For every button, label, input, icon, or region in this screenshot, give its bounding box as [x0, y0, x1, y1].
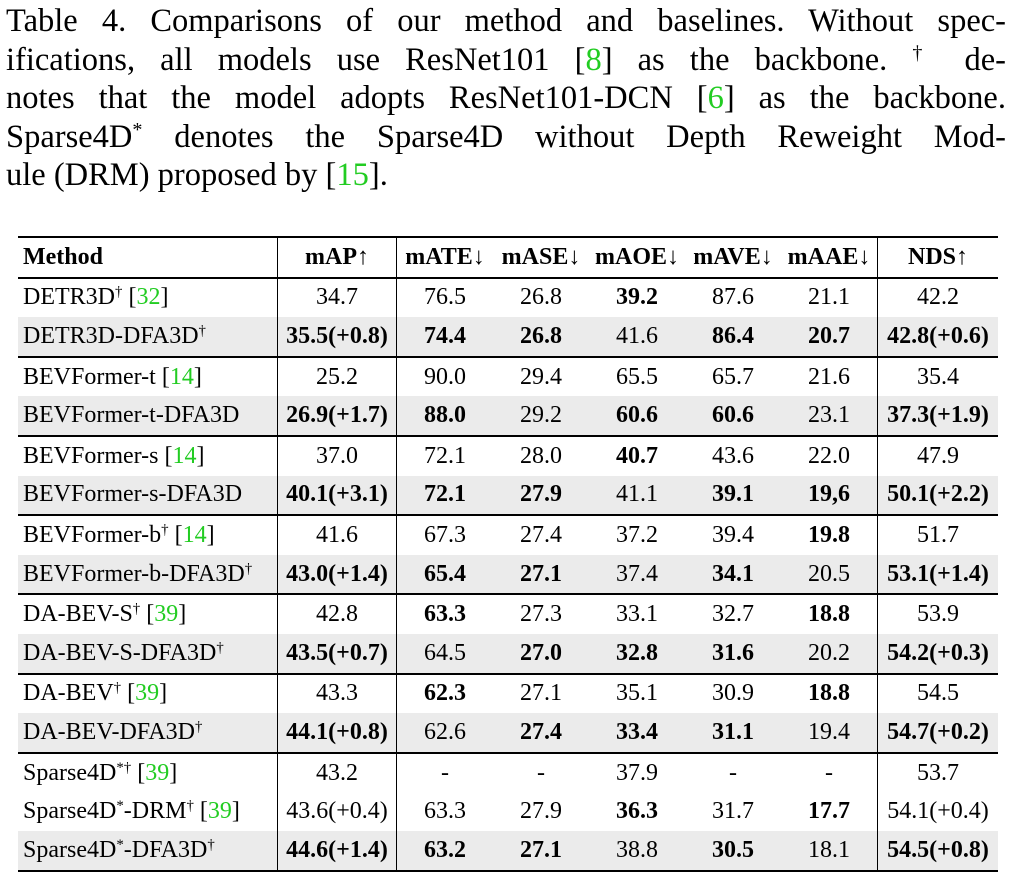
maae-cell: 19.8: [781, 515, 878, 555]
maae-cell: 18.8: [781, 674, 878, 714]
comparison-table: [18, 236, 998, 872]
nds-cell: 42.8(+0.6): [878, 317, 999, 357]
mave-cell: 43.6: [685, 436, 781, 476]
maae-cell: 17.7: [781, 792, 878, 831]
table-row: [18, 792, 998, 831]
table-row: [18, 753, 998, 793]
maae-cell: 23.1: [781, 396, 878, 436]
method-name-cell: Sparse4D*-DRM† [39]: [18, 792, 278, 831]
maae-cell: 18.8: [781, 594, 878, 634]
maae-cell: -: [781, 753, 878, 793]
mave-cell: 65.7: [685, 357, 781, 397]
maoe-cell: 65.5: [589, 357, 685, 397]
mave-cell: 39.1: [685, 476, 781, 516]
maae-cell: 19.4: [781, 713, 878, 753]
nds-cell: 37.3(+1.9): [878, 396, 999, 436]
mase-cell: 27.9: [520, 798, 562, 825]
maoe-cell: 38.8: [589, 831, 685, 871]
maoe-cell: 37.4: [589, 555, 685, 595]
mate-cell: 63.3: [424, 798, 466, 825]
citation-link[interactable]: 39: [145, 759, 170, 786]
maae-cell: 20.7: [781, 317, 878, 357]
citation-link[interactable]: 39: [154, 601, 179, 628]
mase-cell: 28.0: [493, 436, 589, 476]
map-cell: 25.2: [278, 357, 397, 397]
mase-cell: 27.1: [493, 674, 589, 714]
nds-cell: 51.7: [878, 515, 999, 555]
header-mate: mATE↓: [397, 237, 494, 278]
table-row: [18, 594, 998, 634]
maoe-cell: 41.1: [589, 476, 685, 516]
map-cell: 43.2: [278, 753, 397, 793]
mate-cell: 67.3: [397, 515, 494, 555]
nds-cell: 54.7(+0.2): [878, 713, 999, 753]
nds-cell: 50.1(+2.2): [878, 476, 999, 516]
caption-line-3: notes that the model adopts ResNet101-DCN [6] as the backbone.: [6, 80, 1006, 116]
mate-cell: 72.1: [397, 436, 494, 476]
map-cell: 43.3: [278, 674, 397, 714]
nds-cell: 42.2: [878, 278, 999, 318]
method-name-cell: BEVFormer-b† [14]: [18, 515, 278, 555]
header-maoe: mAOE↓: [589, 237, 685, 278]
maoe-cell: 35.1: [589, 674, 685, 714]
mave-cell: 31.6: [685, 634, 781, 674]
mate-cell: 72.1: [397, 476, 494, 516]
citation-link[interactable]: 6: [707, 80, 724, 116]
table-row: [18, 317, 998, 357]
maoe-cell: 37.2: [589, 515, 685, 555]
mate-cell: 64.5: [397, 634, 494, 674]
maae-cell: 22.0: [781, 436, 878, 476]
table-body: [18, 278, 998, 871]
mate-cell: -: [397, 753, 494, 793]
caption-line-2: ifications, all models use ResNet101 [8] as the backbone. † de-: [6, 41, 1006, 78]
header-mave: mAVE↓: [685, 237, 781, 278]
method-name-cell: Sparse4D*† [39]: [18, 753, 278, 793]
maoe-cell: 37.9: [589, 753, 685, 793]
header-nds: NDS↑: [878, 237, 999, 278]
table-row: [18, 713, 998, 753]
method-name-cell: BEVFormer-b-DFA3D†: [18, 555, 278, 595]
maoe-cell: 33.4: [589, 713, 685, 753]
mave-cell: 30.5: [685, 831, 781, 871]
table-row: [18, 515, 998, 555]
method-name-cell: Sparse4D*-DFA3D†: [18, 831, 278, 871]
table-row: [18, 436, 998, 476]
table-row: [18, 674, 998, 714]
citation-link[interactable]: 32: [136, 284, 161, 311]
mate-cell: 62.3: [397, 674, 494, 714]
method-name-cell: DA-BEV† [39]: [18, 674, 278, 714]
mase-cell: 27.4: [493, 515, 589, 555]
caption-line-5: ule (DRM) proposed by [15].: [6, 157, 388, 193]
method-name-cell: DA-BEV-S† [39]: [18, 594, 278, 634]
maae-cell: 19,6: [781, 476, 878, 516]
nds-cell: 53.9: [878, 594, 999, 634]
mate-cell: 76.5: [397, 278, 494, 318]
mave-cell: 32.7: [685, 594, 781, 634]
citation-link[interactable]: 8: [585, 41, 602, 78]
nds-cell: 54.5: [878, 674, 999, 714]
citation-link[interactable]: 14: [172, 442, 197, 469]
method-name-cell: DETR3D-DFA3D†: [18, 317, 278, 357]
citation-link[interactable]: 15: [336, 157, 369, 193]
mase-cell: 27.9: [493, 476, 589, 516]
mate-cell: 90.0: [397, 357, 494, 397]
map-cell: 44.1(+0.8): [278, 713, 397, 753]
mase-cell: 27.3: [493, 594, 589, 634]
mate-cell: 65.4: [397, 555, 494, 595]
map-cell: 40.1(+3.1): [278, 476, 397, 516]
citation-link[interactable]: 14: [169, 363, 194, 390]
mave-cell: 31.7: [712, 798, 754, 825]
caption-line-4: Sparse4D* denotes the Sparse4D without Depth Reweight Mod-: [6, 118, 1006, 155]
table-row: [18, 555, 998, 595]
nds-cell: 54.5(+0.8): [878, 831, 999, 871]
mate-cell: 63.3: [397, 594, 494, 634]
citation-link[interactable]: 39: [135, 680, 160, 707]
mave-cell: 87.6: [685, 278, 781, 318]
header-maae: mAAE↓: [781, 237, 878, 278]
maoe-cell: 32.8: [589, 634, 685, 674]
maae-cell: 20.2: [781, 634, 878, 674]
mate-cell: 88.0: [397, 396, 494, 436]
table-row: [18, 634, 998, 674]
map-cell: 35.5(+0.8): [278, 317, 397, 357]
map-cell: 43.0(+1.4): [278, 555, 397, 595]
mase-cell: 29.4: [493, 357, 589, 397]
maae-cell: 18.1: [781, 831, 878, 871]
nds-cell: 54.2(+0.3): [878, 634, 999, 674]
method-name-cell: DETR3D† [32]: [18, 278, 278, 318]
maoe-cell: 33.1: [589, 594, 685, 634]
mate-cell: 62.6: [397, 713, 494, 753]
mase-cell: 27.1: [493, 555, 589, 595]
table-row: [18, 476, 998, 516]
maae-cell: 21.1: [781, 278, 878, 318]
mase-cell: 26.8: [493, 317, 589, 357]
maoe-cell: 36.3: [616, 798, 658, 825]
mate-cell: 63.2: [397, 831, 494, 871]
map-cell: 42.8: [278, 594, 397, 634]
map-cell: 26.9(+1.7): [278, 396, 397, 436]
mase-cell: -: [493, 753, 589, 793]
mave-cell: 31.1: [685, 713, 781, 753]
nds-cell: 53.1(+1.4): [878, 555, 999, 595]
header-method: Method: [18, 237, 278, 278]
table-caption: [6, 2, 1006, 195]
mase-cell: 27.0: [493, 634, 589, 674]
mase-cell: 27.4: [493, 713, 589, 753]
method-name-cell: BEVFormer-t [14]: [18, 357, 278, 397]
mase-cell: 27.1: [493, 831, 589, 871]
table-row: [18, 396, 998, 436]
nds-cell: 54.1(+0.4): [887, 798, 989, 825]
mave-cell: 60.6: [685, 396, 781, 436]
method-name-cell: DA-BEV-S-DFA3D†: [18, 634, 278, 674]
method-name-cell: BEVFormer-s-DFA3D: [18, 476, 278, 516]
table-row: [18, 278, 998, 318]
table-row: [18, 357, 998, 397]
citation-link[interactable]: 14: [182, 521, 207, 548]
mase-cell: 26.8: [493, 278, 589, 318]
citation-link[interactable]: 39: [207, 798, 232, 825]
map-cell: 43.6(+0.4): [278, 792, 397, 831]
header-map: mAP↑: [278, 237, 397, 278]
map-cell: 34.7: [278, 278, 397, 318]
nds-cell: 35.4: [878, 357, 999, 397]
map-cell: 37.0: [278, 436, 397, 476]
map-cell: 43.5(+0.7): [278, 634, 397, 674]
maoe-cell: 41.6: [589, 317, 685, 357]
header-mase: mASE↓: [493, 237, 589, 278]
maoe-cell: 39.2: [589, 278, 685, 318]
method-name-cell: BEVFormer-s [14]: [18, 436, 278, 476]
maae-cell: 20.5: [781, 555, 878, 595]
mave-cell: 39.4: [685, 515, 781, 555]
maae-cell: 21.6: [781, 357, 878, 397]
maoe-cell: 60.6: [589, 396, 685, 436]
mave-cell: 86.4: [685, 317, 781, 357]
mase-cell: 29.2: [493, 396, 589, 436]
method-name-cell: BEVFormer-t-DFA3D: [18, 396, 278, 436]
nds-cell: 47.9: [878, 436, 999, 476]
table-row: [18, 831, 998, 871]
mate-cell: 74.4: [397, 317, 494, 357]
nds-cell: 53.7: [878, 753, 999, 793]
mave-cell: 30.9: [685, 674, 781, 714]
maoe-cell: 40.7: [589, 436, 685, 476]
mave-cell: -: [685, 753, 781, 793]
mave-cell: 34.1: [685, 555, 781, 595]
map-cell: 44.6(+1.4): [278, 831, 397, 871]
table-header-row: [18, 237, 998, 278]
map-cell: 41.6: [278, 515, 397, 555]
method-name-cell: DA-BEV-DFA3D†: [18, 713, 278, 753]
caption-line-1: Table 4. Comparisons of our method and baselines. Without spec-: [6, 3, 1006, 39]
